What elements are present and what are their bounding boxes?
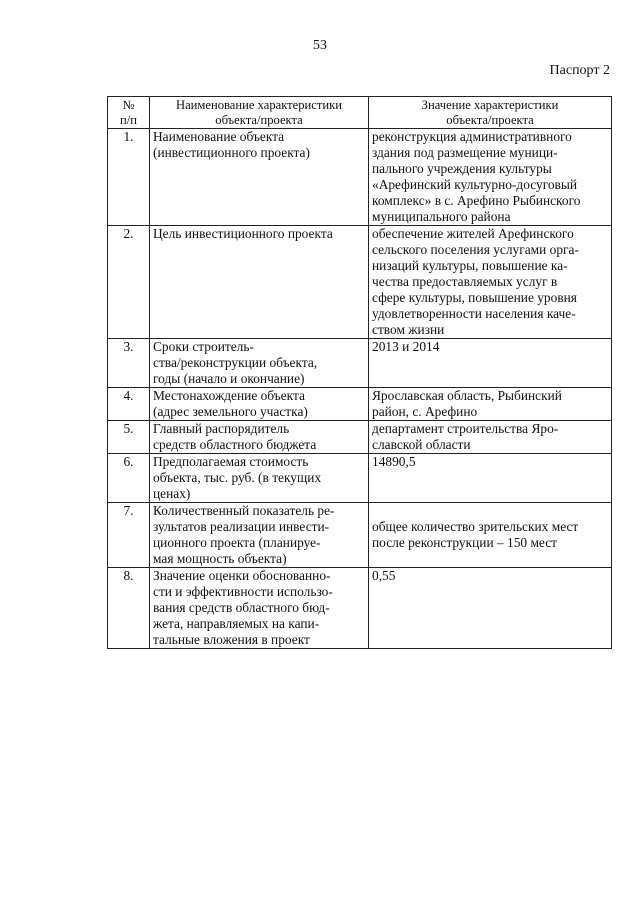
table-row bbox=[108, 388, 612, 421]
row-number: 7. bbox=[108, 503, 150, 568]
row-value: департамент строительства Яро- славской области bbox=[369, 421, 612, 454]
row-number: 2. bbox=[108, 226, 150, 339]
row-value: 2013 и 2014 bbox=[369, 339, 612, 388]
table-row bbox=[108, 421, 612, 454]
row-name: Количественный показатель ре- зультатов реализации инвести- ционного проекта (планируе- мая мощность объекта) bbox=[150, 503, 369, 568]
table-row bbox=[108, 226, 612, 339]
table-row bbox=[108, 503, 612, 568]
row-name: Сроки строитель- ства/реконструкции объекта, годы (начало и окончание) bbox=[150, 339, 369, 388]
page-number: 53 bbox=[313, 38, 327, 53]
row-name: Главный распорядитель средств областного бюджета bbox=[150, 421, 369, 454]
row-value: 0,55 bbox=[369, 568, 612, 649]
table-header-row bbox=[108, 97, 612, 129]
table-row bbox=[108, 568, 612, 649]
row-name: Значение оценки обоснованно- сти и эффективности использо- вания средств областного бюд- жета, направляемых на капи- тальные вложения в проект bbox=[150, 568, 369, 649]
table-row bbox=[108, 454, 612, 503]
row-number: 8. bbox=[108, 568, 150, 649]
table-row bbox=[108, 129, 612, 226]
passport-table bbox=[107, 96, 612, 649]
row-value: 14890,5 bbox=[369, 454, 612, 503]
row-number: 6. bbox=[108, 454, 150, 503]
row-value: реконструкция административного здания под размещение муници- пального учреждения культуры «Арефинский культурно-досуговый комплекс» в с. Арефино Рыбинского муниципального района bbox=[369, 129, 612, 226]
row-name: Цель инвестиционного проекта bbox=[150, 226, 369, 339]
header-number: № п/п bbox=[108, 97, 150, 129]
row-name: Предполагаемая стоимость объекта, тыс. руб. (в текущих ценах) bbox=[150, 454, 369, 503]
row-name: Наименование объекта (инвестиционного проекта) bbox=[150, 129, 369, 226]
row-number: 1. bbox=[108, 129, 150, 226]
header-value: Значение характеристики объекта/проекта bbox=[369, 97, 612, 129]
row-value: общее количество зрительских мест после реконструкции – 150 мест bbox=[369, 503, 612, 568]
header-characteristic: Наименование характеристики объекта/проекта bbox=[150, 97, 369, 129]
row-number: 3. bbox=[108, 339, 150, 388]
row-number: 4. bbox=[108, 388, 150, 421]
row-value: Ярославская область, Рыбинский район, с. Арефино bbox=[369, 388, 612, 421]
row-value: обеспечение жителей Арефинского сельского поселения услугами орга- низаций культуры, повышение ка- чества предоставляемых услуг в сфере культуры, повышение уровня удовлетворенности населения каче- ством жизни bbox=[369, 226, 612, 339]
row-name: Местонахождение объекта (адрес земельного участка) bbox=[150, 388, 369, 421]
row-number: 5. bbox=[108, 421, 150, 454]
table-row bbox=[108, 339, 612, 388]
passport-label: Паспорт 2 bbox=[549, 63, 610, 78]
